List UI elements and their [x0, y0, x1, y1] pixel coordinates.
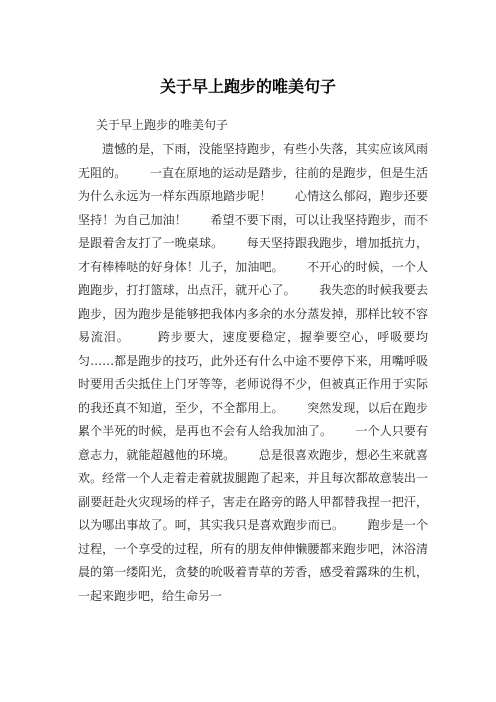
document-subtitle: 关于早上跑步的唯美句子	[96, 118, 229, 132]
body-paragraph: 遗憾的是，下雨，没能坚持跑步，有些小失落，其实应该风雨无阻的。 一直在原地的运动是踏步，往前的是跑步，但是生活为什么永远为一样东西原地踏步呢！ 心情这么郁闷，跑步还要坚持！为自己加油！ 希望不要下雨，可以让我坚持跑步，而不是跟着舍友打了一晚桌球。 每天坚持跟我跑步，增加抵抗力，才有棒棒哒的好身体！儿子，加油吧。 不开心的时候，一个人跑跑步，打打篮球，出点汗，就开心了。 我失恋的时候我要去跑步，因为跑步是能够把我体内多余的水分蒸发掉，那样比较不容易流泪。 跨步要大，速度要稳定，握拳要空心，呼吸要均匀……都是跑步的技巧，此外还有什么中途不要停下来，用嘴呼吸时要用舌尖抵住上门牙等等，老师说得不少，但被真正作用于实际的我还真不知道，至少，不全都用上。 突然发现，以后在跑步累个半死的时候，是再也不会有人给我加油了。 一个人只要有意志力，就能超越他的环境。 总是很喜欢跑步，想必生来就喜欢。经常一个人走着走着就拔腿跑了起来，并且每次都故意装出一副要赶赴火灾现场的样子，害走在路旁的路人甲都替我捏一把汗，以为哪出事故了。呵，其实我只是喜欢跑步而已。 跑步是一个过程，一个享受的过程，所有的朋友伸伸懒腰都来跑步吧，沐浴清晨的第一缕阳光，贪婪的吮吸着青草的芳香，感受着露珠的生机，一起来跑步吧，给生命另一	[78, 142, 428, 603]
page-title: 关于早上跑步的唯美句子	[159, 77, 336, 96]
